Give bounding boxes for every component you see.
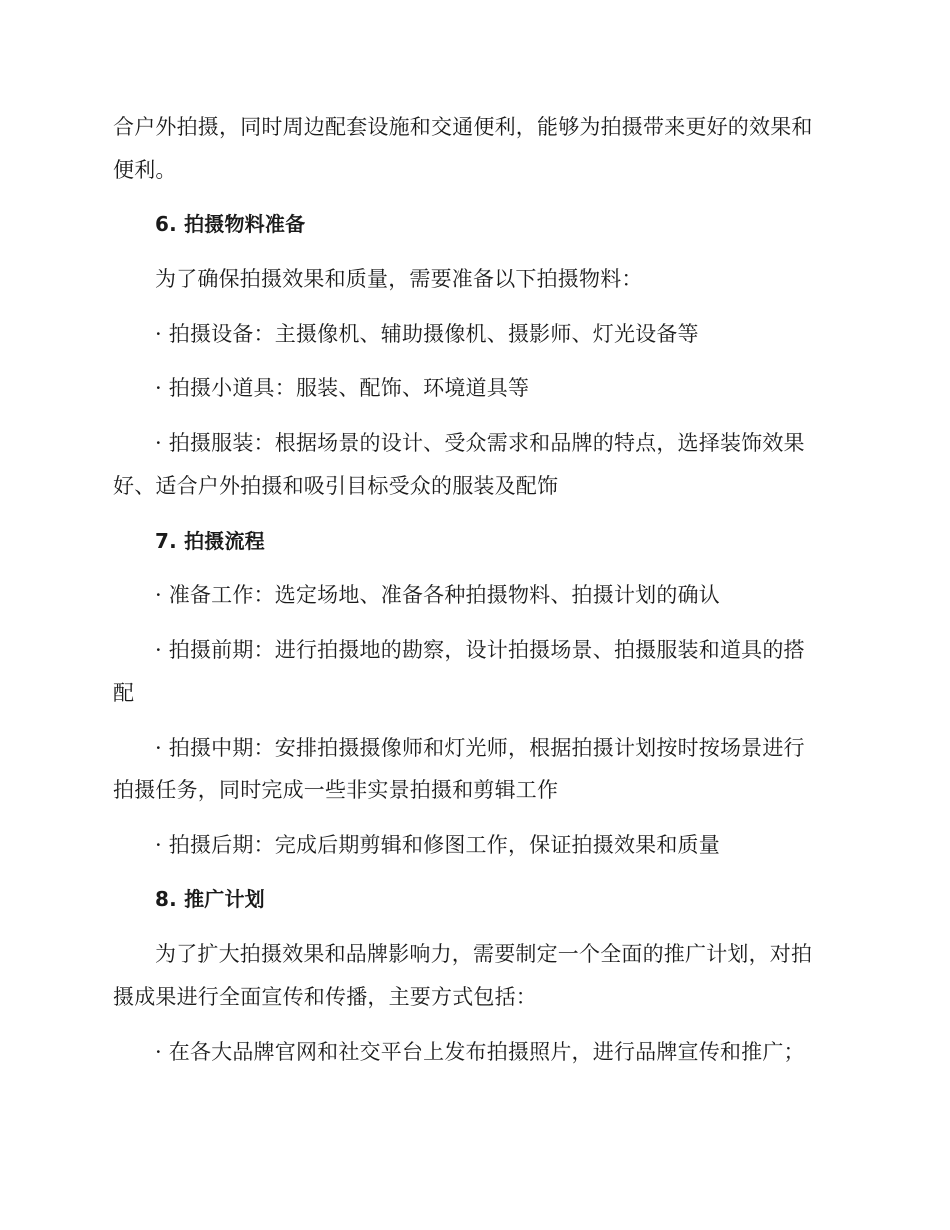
section-8-intro-continuation: 摄成果进行全面宣传和传播，主要方式包括： xyxy=(113,985,537,1009)
bullet-item: · 在各大品牌官网和社交平台上发布拍摄照片，进行品牌宣传和推广； xyxy=(155,1040,805,1064)
paragraph-line: 便利。 xyxy=(113,158,177,182)
section-8-heading: 8. 推广计划 xyxy=(155,887,265,911)
section-7-heading: 7. 拍摄流程 xyxy=(155,529,265,553)
bullet-item-continuation: 好、适合户外拍摄和吸引目标受众的服装及配饰 xyxy=(113,474,559,498)
bullet-item: · 拍摄服装：根据场景的设计、受众需求和品牌的特点，选择装饰效果 xyxy=(155,431,805,455)
bullet-item: · 拍摄中期：安排拍摄摄像师和灯光师，根据拍摄计划按时按场景进行 xyxy=(155,736,805,760)
bullet-item: · 拍摄设备：主摄像机、辅助摄像机、摄影师、灯光设备等 xyxy=(155,322,699,346)
section-6-heading: 6. 拍摄物料准备 xyxy=(155,212,306,236)
section-6-intro: 为了确保拍摄效果和质量，需要准备以下拍摄物料： xyxy=(155,267,643,291)
section-8-intro: 为了扩大拍摄效果和品牌影响力，需要制定一个全面的推广计划，对拍 xyxy=(155,942,813,966)
paragraph-line: 合户外拍摄，同时周边配套设施和交通便利，能够为拍摄带来更好的效果和 xyxy=(113,115,813,139)
bullet-item: · 拍摄后期：完成后期剪辑和修图工作，保证拍摄效果和质量 xyxy=(155,833,720,857)
bullet-item: · 准备工作：选定场地、准备各种拍摄物料、拍摄计划的确认 xyxy=(155,583,720,607)
bullet-item: · 拍摄前期：进行拍摄地的勘察，设计拍摄场景、拍摄服装和道具的搭 xyxy=(155,638,805,662)
bullet-item-continuation: 拍摄任务，同时完成一些非实景拍摄和剪辑工作 xyxy=(113,778,559,802)
bullet-item-continuation: 配 xyxy=(113,681,135,705)
bullet-item: · 拍摄小道具：服装、配饰、环境道具等 xyxy=(155,376,530,400)
